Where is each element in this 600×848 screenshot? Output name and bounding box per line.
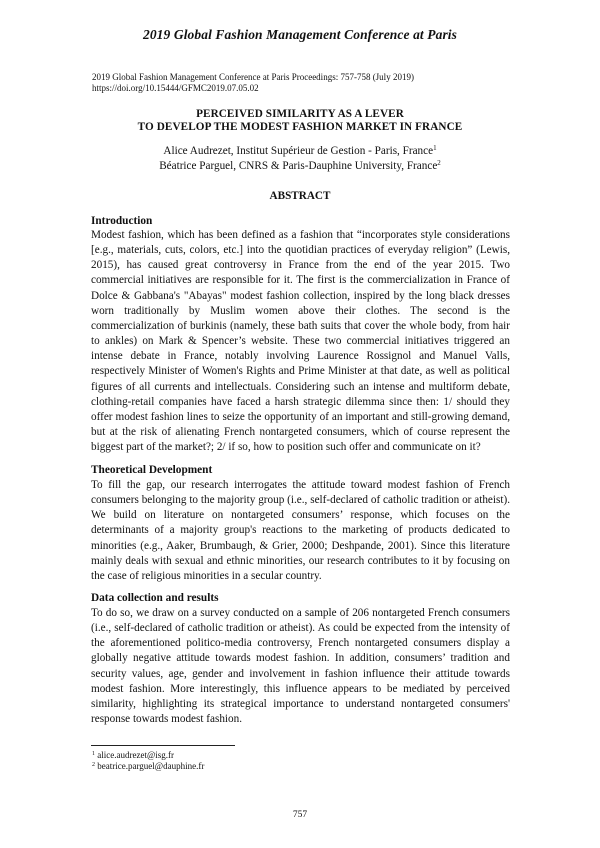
author-2-footnote-mark: 2 xyxy=(437,159,441,167)
footnote-separator xyxy=(91,745,235,746)
section-body-introduction: Modest fashion, which has been defined as a fashion that “incorporates style considerations [e.g., materials, cuts, colors, etc.] into the quotidian practices of everyday religion” (Lewis, 2015), has caused great controversy in France from the end of the year 2015. Two commercial initiatives are responsible for it. The first is the commercialization in France of Dolce & Gabbana's "Abayas" modest fashion collection, inspired by the long black dresses worn traditionally by Muslim women above their clothes. The second is the commercialization of burkinis (namely, these bath suits that cover the whole body, from hair to ankles) on Mark & Spencer’s website. These two commercial initiatives triggered an intense debate in France, notably involving Laurence Rossignol and Manuel Valls, respectively Minister of Women's Rights and Prime Minister at that date, as well as political figures of all currents and intellectuals. Considering such an intense and multiform debate, clothing-retail companies have faced a harsh strategic dilemma since then: 1/ should they offer modest fashion lines to seize the opportunity of an important and still-growing demand, but at the risk of alienating French nontargeted consumers, which of course represent the biggest part of the market?; 2/ if so, how to position such offer and communicate on it? xyxy=(91,229,510,454)
footnote-1 xyxy=(92,750,174,761)
footnote-2-mark: 2 xyxy=(92,762,95,768)
page-number: 757 xyxy=(292,810,308,820)
section-heading-theoretical-development: Theoretical Development xyxy=(91,464,213,476)
author-2-text: Béatrice Parguel, CNRS & Paris-Dauphine University, France xyxy=(159,160,438,172)
proceedings-citation: 2019 Global Fashion Management Conference at Paris Proceedings: 757-758 (July 2019) xyxy=(92,72,414,82)
footnote-1-email[interactable]: alice.audrezet@isg.fr xyxy=(97,750,174,760)
paper-title-line-2: TO DEVELOP THE MODEST FASHION MARKET IN FRANCE xyxy=(137,121,463,133)
abstract-heading: ABSTRACT xyxy=(269,190,331,202)
author-affiliation-1 xyxy=(0,145,600,157)
doi-link[interactable]: https://doi.org/10.15444/GFMC2019.07.05.02 xyxy=(92,83,259,93)
footnote-2 xyxy=(92,761,204,772)
section-heading-data-collection: Data collection and results xyxy=(91,592,219,604)
author-affiliation-2 xyxy=(0,160,600,172)
author-1-text: Alice Audrezet, Institut Supérieur de Gestion - Paris, France xyxy=(163,145,434,157)
section-body-data-collection: To do so, we draw on a survey conducted on a sample of 206 nontargeted French consumers (i.e., self-declared of catholic tradition or atheist). As could be expected from the intensity of the aforementioned politico-media controversy, French nontargeted consumers display a globally negative attitude towards modest fashion. In addition, consumers’ tradition and security values, age, gender and involvement in fashion influence their attitude towards modest fashion. More interestingly, this influence appears to be mediated by perceived similarity, highlighting its strategical importance to understand nontargeted consumers' response towards modest fashion. xyxy=(91,607,510,726)
section-body-theoretical-development: To fill the gap, our research interrogates the attitude toward modest fashion of French consumers belonging to the majority group (i.e., self-declared of catholic tradition or atheist). We build on literature on nontargeted consumers’ response, which focuses on the determinants of a majority group's reactions to the marketing of products dedicated to minorities (e.g., Aaker, Brumbaugh, & Grier, 2000; Deshpande, 2001). Since this literature mainly deals with sexual and ethnic minorities, our research contributes to it by focusing on the case of religious minorities in a secular country. xyxy=(91,479,510,582)
author-1-footnote-mark: 1 xyxy=(433,144,437,152)
section-heading-introduction: Introduction xyxy=(91,215,153,227)
paper-title-line-1: PERCEIVED SIMILARITY AS A LEVER xyxy=(196,108,404,120)
footnote-2-email[interactable]: beatrice.parguel@dauphine.fr xyxy=(97,761,205,771)
conference-running-header: 2019 Global Fashion Management Conference at Paris xyxy=(142,27,458,42)
footnote-1-mark: 1 xyxy=(92,751,95,757)
